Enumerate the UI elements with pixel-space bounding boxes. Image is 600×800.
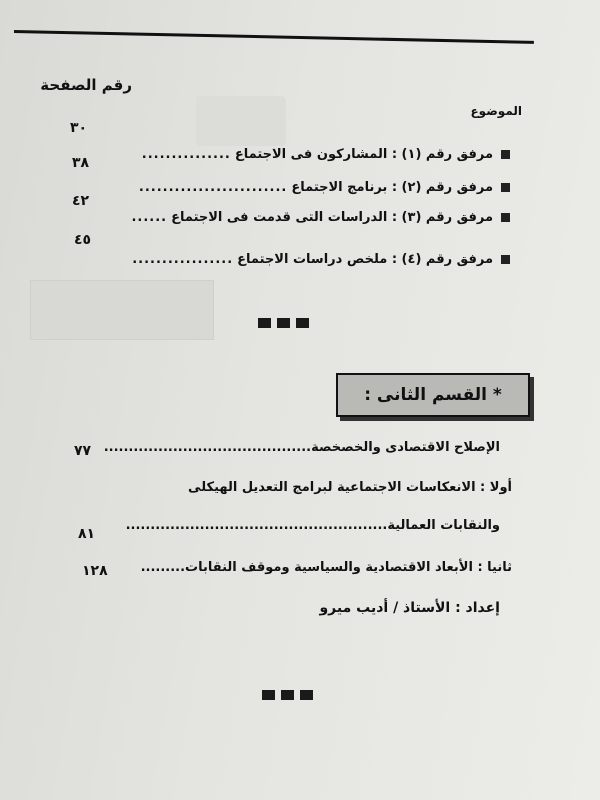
leader-dots: ..........................................	[103, 440, 312, 455]
square-bullet-icon	[501, 255, 510, 264]
first-item-page: ٨١	[78, 526, 96, 542]
page-number-column-label: رقم الصفحة	[40, 76, 132, 94]
toc-page-number: ٤٥	[74, 232, 92, 248]
toc-page-number: ٣٨	[72, 155, 90, 171]
leader-dots: ...............	[141, 146, 231, 162]
section-separator	[258, 318, 309, 328]
top-rule	[14, 30, 534, 44]
second-item-page: ١٢٨	[82, 563, 108, 579]
first-item-line2	[126, 518, 500, 533]
toc-entry	[132, 248, 510, 270]
subject-column-label: الموضوع	[470, 104, 522, 118]
toc-entry	[131, 206, 510, 228]
bleed-through-shape	[196, 96, 286, 146]
second-item-text: ثانيا : الأبعاد الاقتصادية والسياسية وموقف النقابات	[185, 560, 512, 575]
leader-dots: ......	[131, 209, 168, 225]
first-item-line2-text: والنقابات العمالية	[387, 518, 500, 533]
square-bullet-icon	[501, 213, 510, 222]
leader-dots: .................	[132, 251, 234, 267]
second-item	[141, 560, 512, 575]
square-bullet-icon	[501, 183, 510, 192]
toc-entry-text: مرفق رقم (٤) : ملخص دراسات الاجتماع	[237, 251, 493, 267]
section-heading	[104, 440, 500, 455]
toc-entry-text: مرفق رقم (١) : المشاركون فى الاجتماع	[234, 146, 493, 162]
section-heading-page: ٧٧	[74, 443, 92, 459]
first-item-line1: أولا : الانعكاسات الاجتماعية لبرامج التعديل الهيكلى	[188, 480, 512, 495]
bleed-through-box	[30, 280, 214, 340]
square-bullet-icon	[501, 150, 510, 159]
toc-entry	[141, 143, 510, 165]
leader-dots: .........................	[138, 179, 288, 195]
toc-entry-text: مرفق رقم (٢) : برنامج الاجتماع	[291, 179, 493, 195]
leader-dots: .........	[140, 560, 186, 575]
leader-dots: .....................................................	[125, 518, 388, 533]
toc-page-number: ٤٢	[72, 193, 90, 209]
section-title-box	[336, 373, 530, 417]
section-title: * القسم الثانى :	[364, 385, 502, 405]
section-heading-text: الإصلاح الاقتصادى والخصخصة	[311, 440, 500, 455]
toc-entry	[138, 176, 510, 198]
author-byline: إعداد : الأستاذ / أديب ميرو	[319, 600, 500, 616]
toc-page-number: ٣٠	[70, 120, 88, 136]
section-separator	[262, 690, 313, 700]
toc-entry-text: مرفق رقم (٣) : الدراسات التى قدمت فى الاجتماع	[171, 209, 493, 225]
